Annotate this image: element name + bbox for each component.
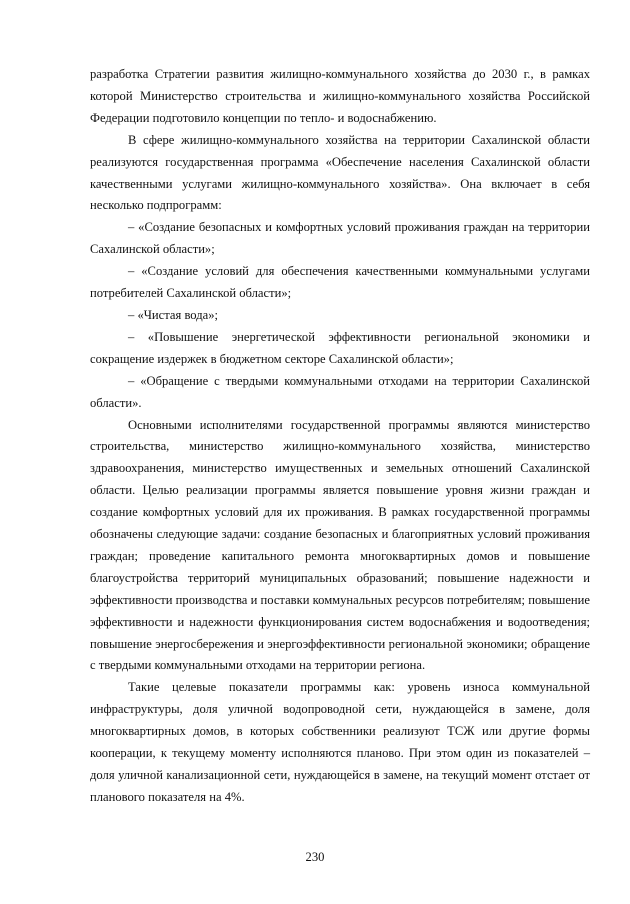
list-item-subprogram-3: – «Чистая вода»;	[128, 307, 219, 322]
list-item-subprogram-1: – «Создание безопасных и комфортных условий проживания граждан на территории Сахалинской области»;	[90, 220, 590, 257]
list-item-subprogram-4: – «Повышение энергетической эффективности региональной экономики и сокращение издержек в бюджетном секторе Сахалинской области»;	[90, 329, 590, 366]
paragraph-intro: разработка Стратегии развития жилищно-коммунального хозяйства до 2030 г., в рамках которой Министерство строительства и жилищно-коммунального хозяйства Российской Федерации подготовило концепции по тепло- и водоснабжению.	[90, 67, 590, 125]
paragraph-program: В сфере жилищно-коммунального хозяйства на территории Сахалинской области реализуются государственная программа «Обеспечение населения Сахалинской области качественными услугами жилищно-коммунального хозяйства». Она включает в себя несколько подпрограмм:	[90, 132, 590, 213]
paragraph-executors: Основными исполнителями государственной программы являются министерство строительства, министерство жилищно-коммунального хозяйства, министерство здравоохранения, министерство имущественных и земельных отношений Сахалинской области. Целью реализации программы является повышение уровня жизни граждан и создание комфортных условий для их проживания. В рамках государственной программы обозначены следующие задачи: создание безопасных и благоприятных условий проживания граждан; проведение капитального ремонта многоквартирных домов и повышение благоустройства территорий муниципальных образований; повышение надежности и эффективности производства и поставки коммунальных ресурсов потребителям; повышение эффективности и надежности функционирования систем водоснабжения и водоотведения; повышение энергосбережения и энергоэффективности региональной экономики; обращение с твердыми коммунальными отходами на территории региона.	[90, 417, 590, 673]
body-text	[90, 64, 590, 809]
list-item-subprogram-5: – «Обращение с твердыми коммунальными отходами на территории Сахалинской области».	[90, 373, 590, 410]
list-item-subprogram-2: – «Создание условий для обеспечения качественными коммунальными услугами потребителей Сахалинской области»;	[90, 264, 590, 301]
paragraph-indicators: Такие целевые показатели программы как: уровень износа коммунальной инфраструктуры, доля уличной водопроводной сети, нуждающейся в замене, доля многоквартирных домов, в которых собственники реализуют ТСЖ или другие формы кооперации, к текущему моменту исполняются планово. При этом один из показателей – доля уличной канализационной сети, нуждающейся в замене, на текущий момент отстает от планового показателя на 4%.	[90, 680, 590, 804]
page-number: 230	[305, 850, 325, 864]
